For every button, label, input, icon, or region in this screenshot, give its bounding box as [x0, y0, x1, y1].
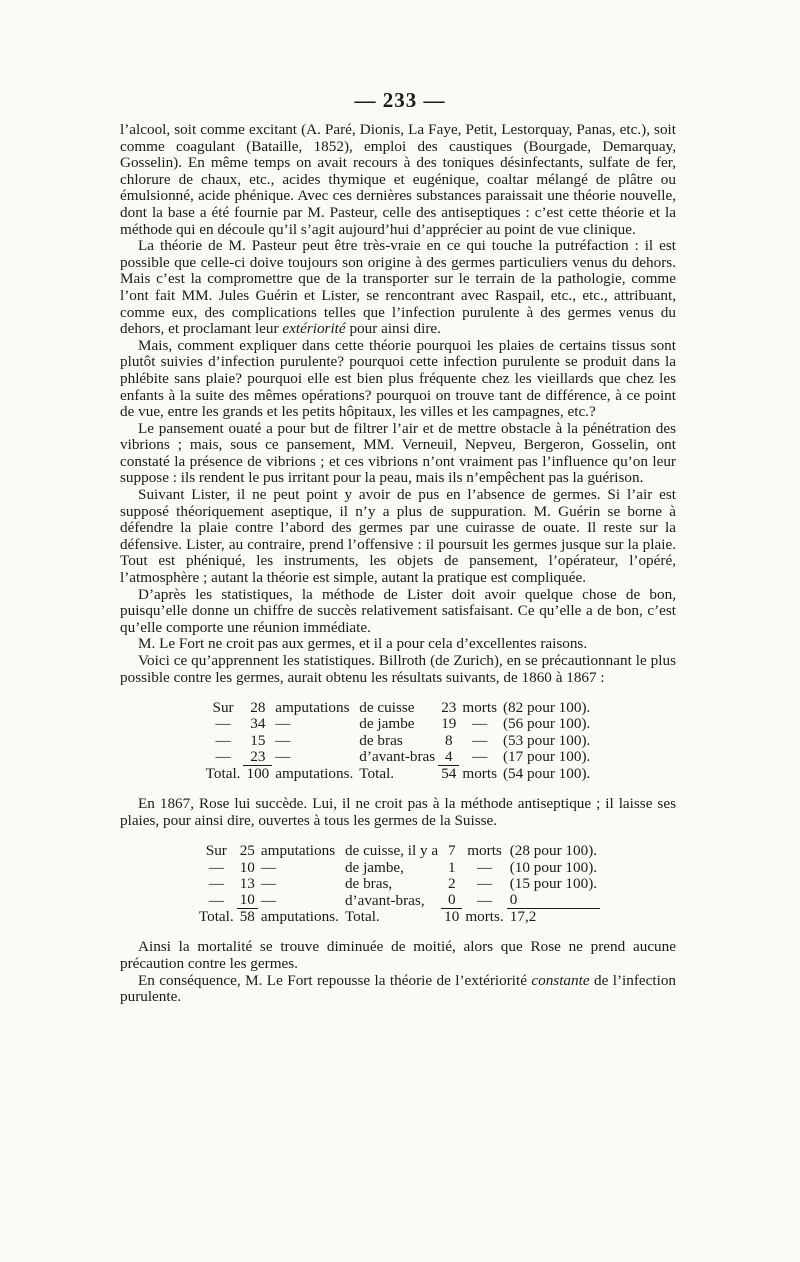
table-cell: 28	[250, 699, 266, 717]
table-cell: —	[476, 874, 493, 892]
paragraph-9: En 1867, Rose lui succède. Lui, il ne croit pas à la méthode antiseptique ; il laisse ses plaies, pour ainsi dire, ouvertes à tous les germes de la Suisse.	[120, 795, 676, 829]
table-cell: morts	[467, 842, 502, 860]
paragraph-11-emphasis: constante	[531, 971, 590, 989]
table-cell: 7	[447, 842, 456, 860]
table-cell: 10	[237, 892, 258, 909]
table-cell: —	[476, 891, 493, 909]
page-body	[120, 122, 676, 1006]
table-cell: —	[208, 858, 224, 876]
paragraph-5: Suivant Lister, il ne peut point y avoir de pus en l’absence de germes. Si l’air est supposé théoriquement aseptique, il n’y a plus de suppuration. M. Guérin se borne à défendre la plaie contre l’abord des germes par une cuirasse de ouate. Il reste sur la défensive. Lister, au contraire, prend l’offensive : il poursuit les germes jusque sur la plaie. Tout est phéniqué, les instruments, les objets de pansement, l’opérateur, l’opéré, l’atmosphère ; autant la théorie est simple, autant la pratique est compliquée.	[120, 486, 676, 587]
table-cell: —	[472, 715, 488, 733]
table-total-cell: (54 pour 100).	[503, 765, 591, 782]
table-cell: Sur	[212, 699, 234, 717]
table-cell: —	[215, 731, 231, 749]
table-cell: (56 pour 100).	[503, 715, 591, 733]
table-cell: 0	[507, 892, 600, 909]
table-cell: morts	[462, 699, 497, 717]
paragraph-10: Ainsi la mortalité se trouve diminuée de moitié, alors que Rose ne prend aucune précaution contre les germes.	[120, 938, 676, 972]
table-cell: (53 pour 100).	[503, 731, 591, 749]
table-total-cell: 100	[246, 765, 270, 782]
table-cell: 2	[447, 874, 456, 892]
paragraph-2-emphasis: extériorité	[282, 320, 346, 338]
paragraph-8: Voici ce qu’apprennent les statistiques. Billroth (de Zurich), en se précautionnant le plus possible contre les germes, aurait obtenu les résultats suivants, de 1860 à 1867 :	[120, 652, 676, 686]
table-cell: —	[476, 858, 493, 876]
paragraph-4: Le pansement ouaté a pour but de filtrer l’air et de mettre obstacle à la pénétration des vibrions ; mais, sous ce pansement, MM. Verneuil, Nepveu, Bergeron, Gosselin, ont constaté la présence de vibrions ; et ces vibrions n’ont vraiment pas l’influence qu’on leur suppose : ils rendent le pus irritant pour la peau, mais ils n’empêchent pas la guérison.	[120, 419, 676, 487]
table-cell: —	[215, 715, 231, 733]
table-row	[203, 749, 594, 766]
paragraph-6: D’après les statistiques, la méthode de Lister doit avoir quelque chose de bon, puisqu’elle donne un chiffre de succès relativement satisfaisant. Ce qu’elle a de bon, c’est qu’elle comporte une réunion immédiate.	[120, 585, 676, 636]
table-cell: de bras,	[344, 874, 393, 892]
table-cell: 13	[239, 874, 255, 892]
table-row	[196, 892, 600, 909]
table-cell: 19	[441, 715, 457, 733]
table-cell: amputations	[275, 699, 350, 717]
table-total-cell: 10	[444, 908, 460, 926]
table-cell: —	[472, 748, 488, 766]
table-cell: 1	[447, 858, 456, 876]
spacer	[120, 829, 676, 843]
table-cell: d’avant-bras,	[344, 891, 425, 909]
table-cell: (82 pour 100).	[503, 699, 591, 717]
table-cell: 25	[239, 842, 255, 860]
table-cell: Sur	[205, 842, 227, 860]
paragraph-2	[120, 238, 676, 338]
spacer	[120, 782, 676, 796]
table-row	[203, 733, 594, 749]
table-cell: de jambe,	[344, 858, 404, 876]
table-cell: —	[208, 891, 224, 909]
paragraph-3: Mais, comment expliquer dans cette théorie pourquoi les plaies de certains tissus sont plutôt suivies d’infection purulente? pourquoi cette infection purulente se produit dans la phlébite sans plaie? pourquoi elle est bien plus fréquente chez les vieillards que chez les enfants à la suite des mêmes opérations? pourquoi on trouve tant de différence, à ce point de vue, entre les grands et les petits hôpitaux, les villes et les campagnes, etc.?	[120, 336, 676, 421]
table-cell: —	[260, 874, 277, 892]
table-total-cell: 54	[441, 765, 457, 782]
table-cell: —	[275, 748, 291, 766]
table-total-cell: 17,2	[509, 908, 537, 926]
table-row	[203, 716, 594, 732]
table-row	[196, 876, 600, 892]
table-row	[196, 860, 600, 876]
table-cell: 34	[250, 715, 266, 733]
table-total-cell: 58	[239, 908, 255, 926]
spacer	[120, 686, 676, 700]
table-cell: 10	[239, 858, 255, 876]
table-cell: 8	[445, 731, 453, 749]
table-total-cell: Total.	[205, 765, 241, 782]
table-cell: amputations	[260, 842, 336, 860]
table-cell: 23	[243, 749, 272, 766]
paragraph-11-text: En conséquence, M. Le Fort repousse la théorie de l’extériorité	[138, 971, 532, 989]
paragraph-11-end: de l’infection purulente.	[120, 971, 677, 1006]
table-cell: 23	[441, 699, 457, 717]
table-total-cell: amputations.	[260, 908, 339, 926]
paragraph-11	[120, 973, 676, 1006]
spacer	[120, 925, 676, 939]
table-total-cell: Total.	[198, 908, 234, 926]
table-cell: —	[260, 858, 277, 876]
table-total-row	[203, 766, 594, 783]
table-cell: de bras	[359, 731, 403, 749]
table-cell: —	[275, 731, 291, 749]
table-cell: —	[275, 715, 291, 733]
table-cell: (17 pour 100).	[503, 748, 591, 766]
paragraph-1: l’alcool, soit comme excitant (A. Paré, Dionis, La Faye, Petit, Lestorquay, Panas, etc.), soit comme coagulant (Bataille, 1852), emploi des caustiques (Bourgade, Demarquay, Gosselin). En même temps on avait recours à des toniques désinfectants, sulfate de fer, chlorure de chaux, etc., acides thymique et eugénique, coaltar mélangé de plâtre ou émulsionné, acide phénique. Avec ces dernières substances paraissait une théorie nouvelle, dont la base a été fournie par M. Pasteur, celle des antiseptiques : c’est cette théorie et la méthode qui en découle qu’il s’agit aujourd’hui d’apprécier au point de vue clinique.	[120, 121, 676, 238]
table-cell: de jambe	[359, 715, 415, 733]
table-cell: (28 pour 100).	[509, 842, 598, 860]
table-cell: d’avant-bras	[359, 748, 436, 766]
billroth-statistics-table	[203, 700, 594, 782]
table-cell: 4	[438, 749, 459, 766]
table-total-cell: morts	[462, 765, 497, 782]
page-number: — 233 —	[354, 88, 446, 112]
table-cell: 0	[441, 892, 462, 909]
table-row	[203, 700, 594, 716]
table-total-cell: morts.	[465, 908, 504, 926]
table-total-row	[196, 909, 600, 926]
table-total-cell: amputations.	[275, 765, 354, 782]
table-cell: —	[472, 731, 488, 749]
table-cell: 15	[250, 731, 266, 749]
table-cell: de cuisse	[359, 699, 415, 717]
table-row	[196, 843, 600, 859]
table-cell: de cuisse, il y a	[344, 842, 439, 860]
paragraph-7: M. Le Fort ne croit pas aux germes, et il a pour cela d’excellentes raisons.	[138, 635, 588, 653]
paragraph-2-end: pour ainsi dire.	[345, 320, 441, 338]
paragraph-2-text: La théorie de M. Pasteur peut être très-vraie en ce qui touche la putréfaction : il est possible que celle-ci doive toujours son origine à des germes particuliers venus du dehors. Mais c’est la compromettre que de la transporter sur le terrain de la pathologie, comme l’ont fait MM. Jules Guérin et Lister, se rencontrant avec Raspail, etc., etc., attribuant, comme eux, des complications telles que l’infection purulente à des germes venus du dehors, et proclamant leur	[120, 237, 676, 338]
table-cell: —	[260, 891, 277, 909]
table-cell: (15 pour 100).	[509, 874, 598, 892]
rose-statistics-table	[196, 843, 600, 925]
table-cell: —	[215, 748, 231, 766]
table-cell: (10 pour 100).	[509, 858, 598, 876]
table-total-cell: Total.	[359, 765, 395, 782]
table-cell: —	[208, 874, 224, 892]
table-total-cell: Total.	[344, 908, 380, 926]
